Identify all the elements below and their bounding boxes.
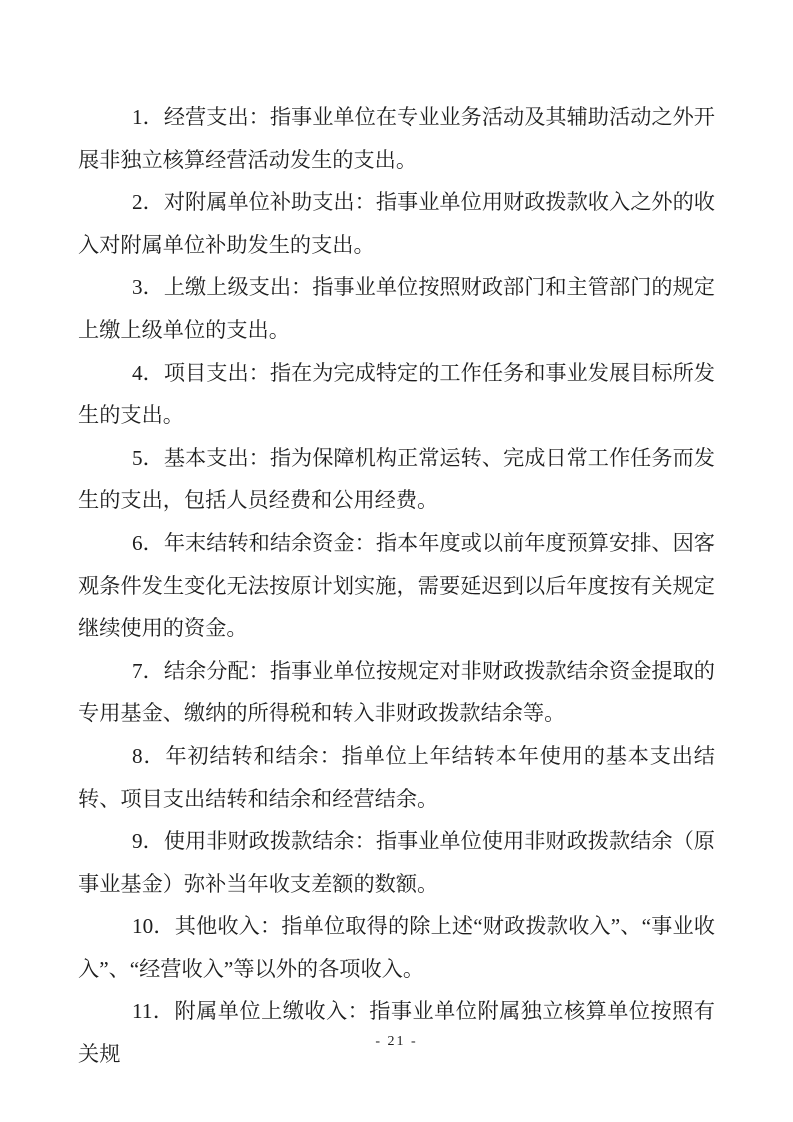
definition-item-11: 11．附属单位上缴收入：指事业单位附属独立核算单位按照有关规	[78, 999, 715, 1067]
definition-item-2: 2．对附属单位补助支出：指事业单位用财政拨款收入之外的收入对附属单位补助发生的支出。	[78, 190, 715, 257]
definition-item-4: 4．项目支出：指在为完成特定的工作任务和事业发展目标所发生的支出。	[78, 360, 715, 428]
definition-item-6: 6．年末结转和结余资金：指本年度或以前年度预算安排、因客观条件发生变化无法按原计划实施，需要延迟到以后年度按有关规定继续使用的资金。	[78, 530, 715, 641]
definition-item-8: 8．年初结转和结余：指单位上年结转本年使用的基本支出结转、项目支出结转和结余和经营结余。	[78, 743, 715, 811]
definition-item-7: 7．结余分配：指事业单位按规定对非财政拨款结余资金提取的专用基金、缴纳的所得税和转入非财政拨款结余等。	[78, 658, 715, 726]
document-body	[78, 96, 715, 1076]
definition-item-1: 1．经营支出：指事业单位在专业业务活动及其辅助活动之外开展非独立核算经营活动发生的支出。	[78, 105, 715, 172]
definition-item-3: 3．上缴上级支出：指事业单位按照财政部门和主管部门的规定上缴上级单位的支出。	[78, 275, 715, 342]
definition-item-5: 5．基本支出：指为保障机构正常运转、完成日常工作任务而发生的支出，包括人员经费和公用经费。	[78, 445, 715, 513]
definition-item-9: 9．使用非财政拨款结余：指事业单位使用非财政拨款结余（原事业基金）弥补当年收支差额的数额。	[78, 829, 715, 896]
definition-item-10: 10．其他收入：指单位取得的除上述“财政拨款收入”、“事业收入”、“经营收入”等以外的各项收入。	[78, 914, 715, 981]
page-number: - 21 -	[375, 1034, 418, 1049]
